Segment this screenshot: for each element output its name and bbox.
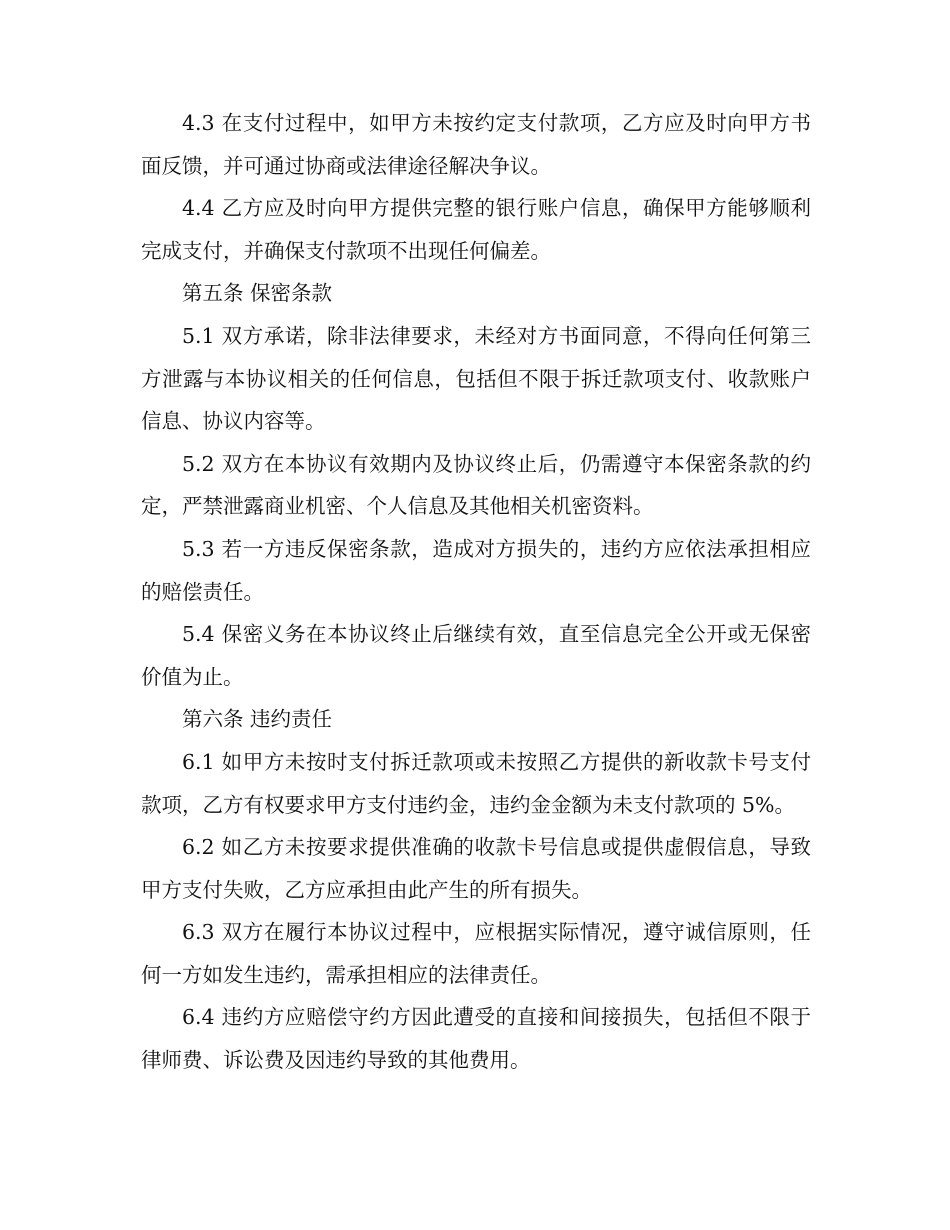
clause-4-3: 4.3 在支付过程中，如甲方未按约定支付款项，乙方应及时向甲方书面反馈，并可通过协商或法律途径解决争议。 bbox=[141, 111, 811, 178]
clause-5-2: 5.2 双方在本协议有效期内及协议终止后，仍需遵守本保密条款的约定，严禁泄露商业机密、个人信息及其他相关机密资料。 bbox=[141, 451, 811, 519]
clause-5-1: 5.1 双方承诺，除非法律要求，未经对方书面同意，不得向任何第三方泄露与本协议相关的任何信息，包括但不限于拆迁款项支付、收款账户信息、协议内容等。 bbox=[141, 323, 811, 434]
clause-6-4: 6.4 违约方应赔偿守约方因此遭受的直接和间接损失，包括但不限于律师费、诉讼费及因违约导致的其他费用。 bbox=[141, 1005, 811, 1073]
clause-6-1: 6.1 如甲方未按时支付拆迁款项或未按照乙方提供的新收款卡号支付款项，乙方有权要求甲方支付违约金，违约金金额为未支付款项的 5%。 bbox=[141, 749, 811, 817]
clause-4-4: 4.4 乙方应及时向甲方提供完整的银行账户信息，确保甲方能够顺利完成支付，并确保支付款项不出现任何偏差。 bbox=[141, 196, 811, 263]
clause-6-2: 6.2 如乙方未按要求提供准确的收款卡号信息或提供虚假信息，导致甲方支付失败，乙方应承担由此产生的所有损失。 bbox=[141, 835, 811, 902]
article-5-heading: 第五条 保密条款 bbox=[182, 281, 333, 306]
document-body bbox=[141, 102, 811, 1082]
clause-6-3: 6.3 双方在履行本协议过程中，应根据实际情况，遵守诚信原则，任何一方如发生违约，需承担相应的法律责任。 bbox=[141, 920, 811, 987]
clause-5-4: 5.4 保密义务在本协议终止后继续有效，直至信息完全公开或无保密价值为止。 bbox=[141, 622, 811, 689]
clause-5-3: 5.3 若一方违反保密条款，造成对方损失的，违约方应依法承担相应的赔偿责任。 bbox=[141, 536, 811, 604]
article-6-heading: 第六条 违约责任 bbox=[182, 707, 333, 732]
